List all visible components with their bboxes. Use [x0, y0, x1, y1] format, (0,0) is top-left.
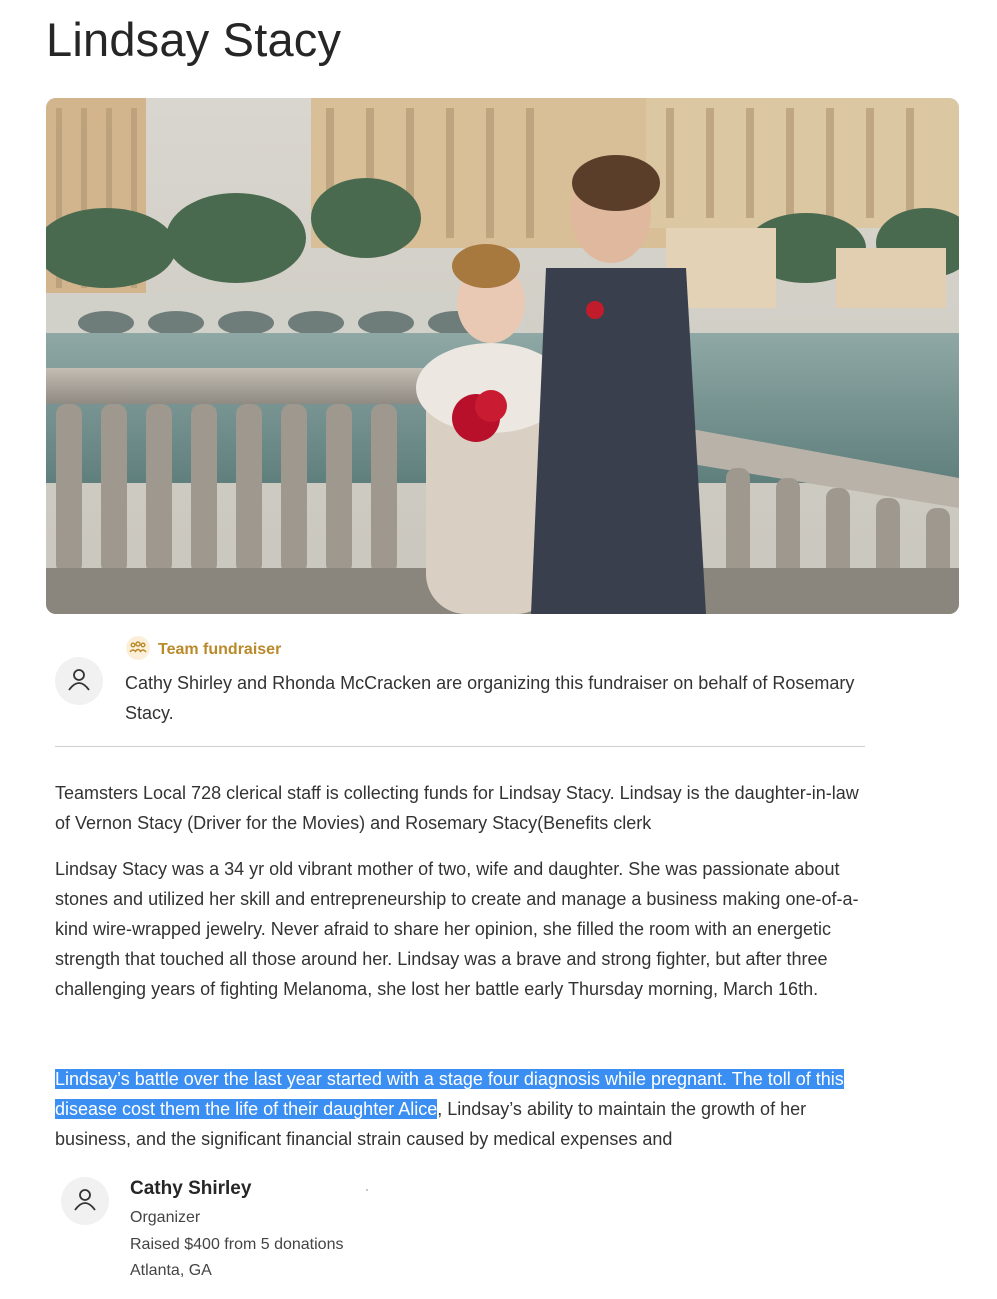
page-title: Lindsay Stacy	[46, 13, 342, 66]
campaign-photo[interactable]	[46, 98, 959, 614]
team-fundraiser-badge	[126, 638, 281, 662]
team-avatar	[55, 657, 103, 705]
organizer-name[interactable]: Cathy Shirley	[130, 1178, 252, 1199]
organizer-avatar[interactable]	[61, 1177, 109, 1225]
divider	[55, 746, 865, 747]
team-fundraiser-label: Team fundraiser	[158, 641, 282, 658]
organizer-location: Atlanta, GA	[130, 1262, 212, 1279]
user-icon	[72, 1186, 98, 1217]
team-icon	[126, 636, 150, 665]
story-paragraph-3-rest: , Lindsay’s ability to maintain the growth of her business, and the significant financial strain caused by medical expenses and	[55, 1099, 807, 1149]
story-paragraph-3	[55, 1064, 870, 1154]
decorative-dot	[366, 1189, 368, 1191]
selected-text: Lindsay’s battle over the last year started with a stage four diagnosis while pregnant. The toll of this disease cost them the life of their daughter Alice	[55, 1069, 844, 1119]
organizer-role: Organizer	[130, 1209, 201, 1226]
user-icon	[66, 666, 92, 697]
organizers-text: Cathy Shirley and Rhonda McCracken are organizing this fundraiser on behalf of Rosemary Stacy.	[125, 673, 855, 723]
story-paragraph-2: Lindsay Stacy was a 34 yr old vibrant mother of two, wife and daughter. She was passionate about stones and utilized her skill and entrepreneurship to create and manage a business making one-of-a-kind wire-wrapped jewelry. Never afraid to share her opinion, she filled the room with an energetic strength that touched all those around her. Lindsay was a brave and strong fighter, but after three challenging years of fighting Melanoma, she lost her battle early Thursday morning, March 16th.	[55, 859, 859, 999]
organizer-raised: Raised $400 from 5 donations	[130, 1236, 344, 1253]
story-paragraph-1: Teamsters Local 728 clerical staff is collecting funds for Lindsay Stacy. Lindsay is the daughter-in-law of Vernon Stacy (Driver for the Movies) and Rosemary Stacy(Benefits clerk	[55, 783, 859, 833]
